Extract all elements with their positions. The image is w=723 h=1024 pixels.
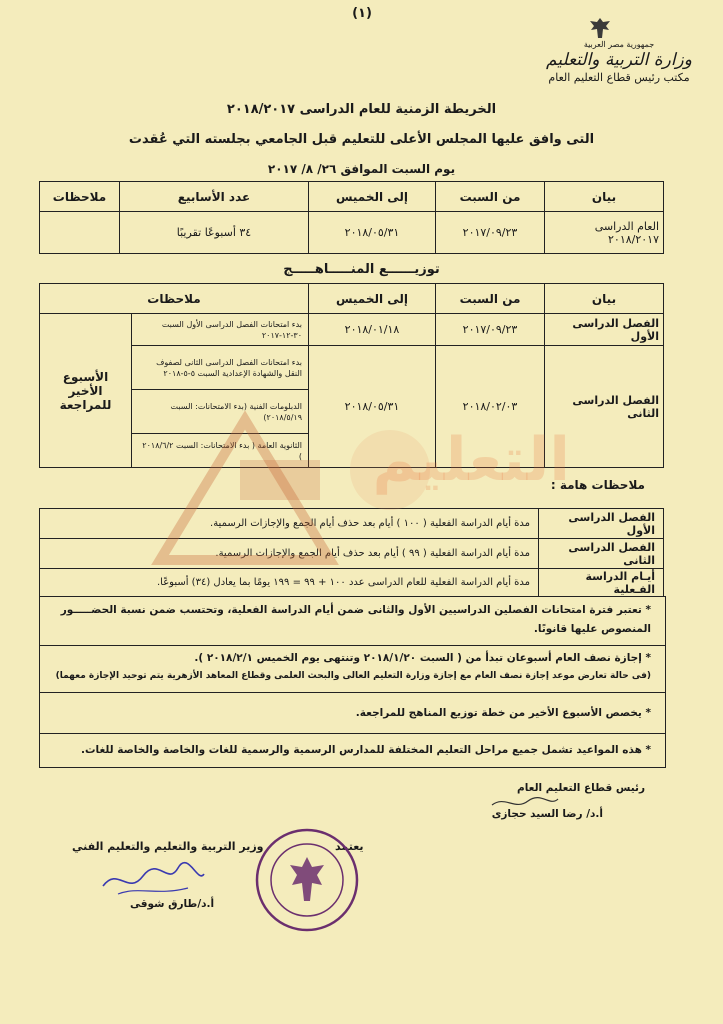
title-line-1: الخريطة الزمنية للعام الدراسى ٢٠١٨/٢٠١٧ [226, 102, 497, 117]
term1-label: الفصل الدراسى الأول [545, 314, 664, 346]
republic-label: جمهورية مصر العربية [583, 40, 655, 49]
note-2-line-1: * إجازة نصف العام أسبوعان تبدأ من ( السبت ٢٠١٨/١/٢٠ وتنتهى يوم الخميس ٢٠١٨/٢/١ ). [194, 652, 651, 664]
row-notes [40, 212, 120, 254]
divider [40, 692, 665, 693]
term2-days-label: الفصل الدراسى الثانى [539, 539, 664, 569]
term1-to: ٢٠١٨/٠١/١٨ [309, 314, 436, 346]
term1-days-label: الفصل الدراسى الأول [539, 509, 664, 539]
ministry-name: وزارة التربية والتعليم [546, 50, 692, 70]
term2-label: الفصل الدراسى الثانى [545, 346, 664, 468]
actual-days-label: أيـام الدراسة الفـعلية [539, 569, 664, 597]
header-statement: بيان [545, 284, 664, 314]
note-2-line-2: (فى حالة تعارض موعد إجازة نصف العام مع إجازة وزارة التعليم العالى والبحث العلمى وقطاع المعاهد الأزهرية يتم توحيد الإجازة معهما) [55, 671, 651, 681]
header-notes: ملاحظات [40, 182, 120, 212]
svg-text:التعليم: التعليم [372, 425, 570, 495]
header-notes: ملاحظات [40, 284, 309, 314]
row-weeks: ٣٤ أسبوعًا تقريبًا [120, 212, 309, 254]
term2-from: ٢٠١٨/٠٢/٠٣ [436, 346, 545, 468]
term2-note-prep: بدء امتحانات الفصل الدراسى الثانى لصفوف النقل والشهادة الإعدادية السبت ٥-٥-٢٠١٨ [132, 346, 309, 390]
notes-box [39, 596, 666, 768]
header-from: من السبت [436, 284, 545, 314]
header-to: إلى الخميس [309, 284, 436, 314]
last-week-note: الأسبوع الأخير للمراجعة [40, 314, 132, 468]
divider [40, 645, 665, 646]
note-1-line-2: المنصوص عليها قانونًا. [533, 623, 651, 635]
note-3: * يخصص الأسبوع الأخير من خطة توزيع المناهج للمراجعة. [355, 707, 651, 719]
eagle-emblem-icon [586, 16, 614, 40]
header-to: إلى الخميس [309, 182, 436, 212]
title-line-3: يوم السبت الموافق ٢٦/ ٨/ ٢٠١٧ [267, 162, 456, 176]
row-from: ٢٠١٧/٠٩/٢٣ [436, 212, 545, 254]
row-to: ٢٠١٨/٠٥/٣١ [309, 212, 436, 254]
ministry-stamp [252, 825, 362, 935]
header-from: من السبت [436, 182, 545, 212]
row-label: العام الدراسى ٢٠١٨/٢٠١٧ [545, 212, 664, 254]
term2-note-secondary: الثانوية العامة ( بدء الامتحانات: السبت ٢٠١٨/٦/٢ ) [132, 434, 309, 468]
term1-days-text: مدة أيام الدراسة الفعلية ( ١٠٠ ) أيام بعد حذف أيام الجمع والإجازات الرسمية. [40, 509, 539, 539]
term1-note: بدء امتحانات الفصل الدراسى الأول السبت ٣٠-١٢-٢٠١٧ [132, 314, 309, 346]
school-year-table [39, 181, 664, 254]
curriculum-title: توزيــــــع المنـــــاهـــــج [283, 262, 440, 277]
sector-head-name: أ.د/ رضا السيد حجازى [491, 808, 603, 820]
term1-from: ٢٠١٧/٠٩/٢٣ [436, 314, 545, 346]
note-1-line-1: * تعتبر فترة امتحانات الفصلين الدراسيين الأول والثانى ضمن أيام الدراسة الفعلية، وتحتسب ضمن نسبة الحضـــــور [60, 604, 651, 616]
sector-head-title: رئيس قطاع التعليم العام [517, 782, 645, 794]
divider [40, 733, 665, 734]
header-statement: بيان [545, 182, 664, 212]
minister-name: أ.د/طارق شوقى [130, 898, 215, 910]
minister-signature [98, 856, 208, 901]
office-name: مكتب رئيس قطاع التعليم العام [548, 71, 690, 84]
term2-to: ٢٠١٨/٠٥/٣١ [309, 346, 436, 468]
curriculum-table [39, 283, 664, 468]
minister-title: وزير التربية والتعليم والتعليم الفني [72, 840, 264, 853]
important-notes-table [39, 508, 664, 597]
important-notes-title: ملاحظات هامة : [550, 478, 645, 492]
actual-days-text: مدة أيام الدراسة الفعلية للعام الدراسى عدد ١٠٠ + ٩٩ = ١٩٩ يومًا بما يعادل (٣٤) أسبوعًا. [40, 569, 539, 597]
approval-label: يعتمد [335, 840, 364, 853]
header-weeks: عدد الأسابيع [120, 182, 309, 212]
term2-note-diplomas: الدبلومات الفنية (بدء الامتحانات: السبت ٢٠١٨/٥/١٩) [132, 390, 309, 434]
ministry-header [529, 40, 709, 84]
page-number: (١) [352, 6, 372, 21]
note-4: * هذه المواعيد تشمل جميع مراحل التعليم المختلفة للمدارس الرسمية والرسمية للغات والخاصة والخاصة للغات. [80, 744, 651, 756]
term2-days-text: مدة أيام الدراسة الفعلية ( ٩٩ ) أيام بعد حذف أيام الجمع والإجازات الرسمية. [40, 539, 539, 569]
title-line-2: التى وافق عليها المجلس الأعلى للتعليم قبل الجامعي بجلسته التي عُقدت [128, 132, 595, 147]
